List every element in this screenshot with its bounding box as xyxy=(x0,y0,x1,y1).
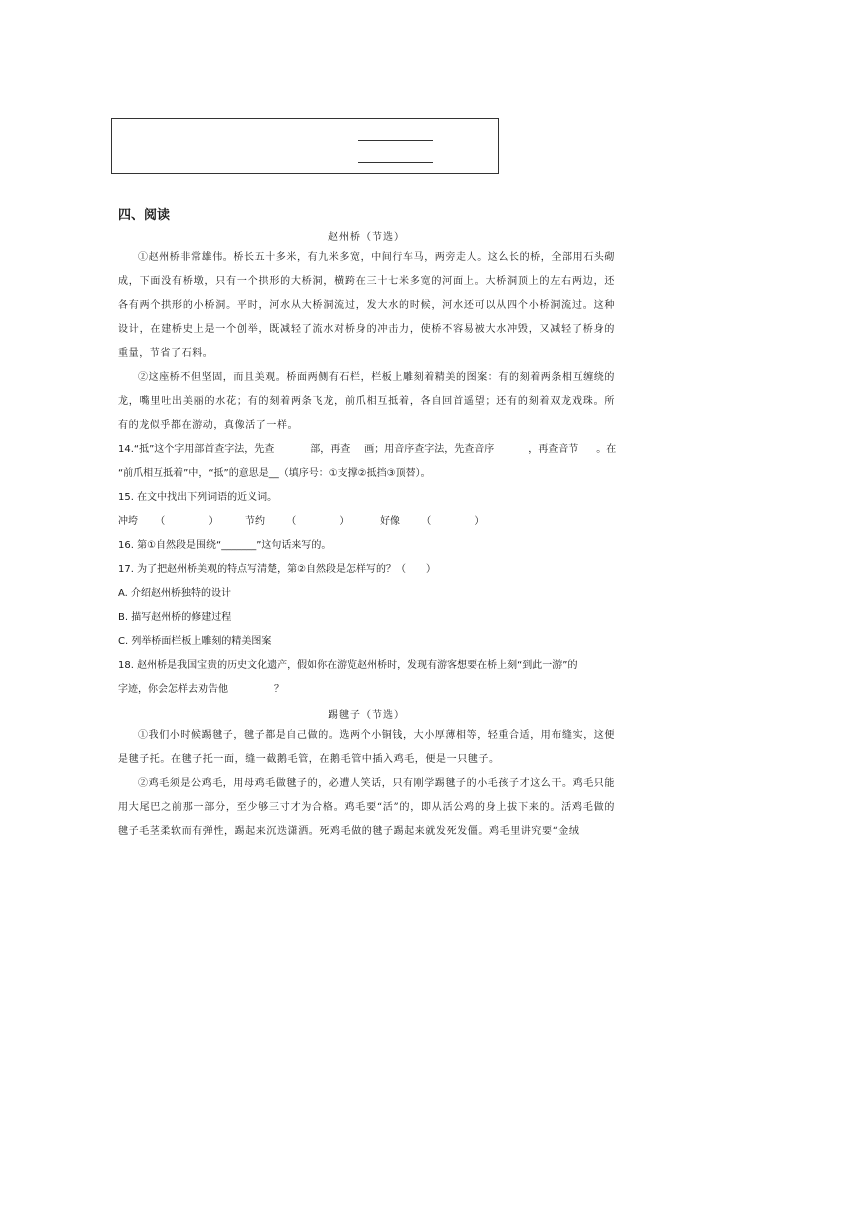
reading1-title: 赵州桥（节选） xyxy=(328,232,405,243)
question-14 xyxy=(118,438,638,462)
q15-answer-3[interactable]: （ ） xyxy=(421,516,505,527)
q18-question-mark: ？ xyxy=(274,684,284,695)
answer-blank-line-2[interactable] xyxy=(358,162,433,163)
question-18-line-2 xyxy=(118,678,638,702)
reading2-paragraph-1: ①我们小时候踢毽子，毽子都是自己做的。选两个小铜钱，大小厚薄相等，轻重合适，用布缝实，这便是毽子托。在毽子托一面，缝一截鹅毛管，在鹅毛管中插入鸡毛，便是一只毽子。 xyxy=(118,730,615,765)
q14-text-e: 。在 xyxy=(596,444,617,455)
q15-word-group-1 xyxy=(118,510,239,534)
q15-word-group-3 xyxy=(380,510,505,534)
q18-text: 字迹，你会怎样去劝告他 xyxy=(118,684,228,695)
answer-blank-line-1[interactable] xyxy=(358,140,433,141)
reading1-paragraph-2: ②这座桥不但坚固，而且美观。桥面两侧有石栏，栏板上雕刻着精美的图案：有的刻着两条相互缠绕的龙，嘴里吐出美丽的水花；有的刻着两条飞龙，前爪相互抵着，各自回首遥望；还有的刻着双龙戏珠。所有的龙似乎都在游动，真像活了一样。 xyxy=(118,372,615,431)
q14-text-d: ，再查音节 xyxy=(528,444,579,455)
question-14-line-2: “前爪相互抵着”中，“抵”的意思是__（填序号：①支撑②抵挡③顶替）。 xyxy=(118,468,431,479)
q14-text-b: 部，再查 xyxy=(310,444,351,455)
q15-word-2: 节约 xyxy=(245,516,265,527)
q17-option-c[interactable]: C. 列举桥面栏板上雕刻的精美图案 xyxy=(118,636,272,647)
question-17: 17. 为了把赵州桥美观的特点写清楚，第②自然段是怎样写的？（ ） xyxy=(118,564,437,575)
q15-answer-2[interactable]: （ ） xyxy=(286,516,370,527)
q14-text-a: 14.“抵”这个字用部首查字法，先查 xyxy=(118,444,275,455)
section-heading: 四、阅读 xyxy=(118,208,171,223)
question-18: 18. 赵州桥是我国宝贵的历史文化遗产，假如你在游览赵州桥时，发现有游客想要在桥上刻“到此一游”的 xyxy=(118,660,578,671)
reading2-title: 踢毽子（节选） xyxy=(328,710,405,721)
q15-answer-1[interactable]: （ ） xyxy=(155,516,239,527)
q15-word-1: 冲垮 xyxy=(118,516,138,527)
q14-text-c: 画；用音序查字法，先查音序 xyxy=(364,444,495,455)
answer-box xyxy=(111,118,499,174)
question-15: 15. 在文中找出下列词语的近义词。 xyxy=(118,492,278,503)
reading2-paragraph-2: ②鸡毛须是公鸡毛，用母鸡毛做毽子的，必遭人笑话，只有刚学踢毽子的小毛孩子才这么干。鸡毛只能用大尾巴之前那一部分，至少够三寸才为合格。鸡毛要“活”的，即从活公鸡的身上拔下来的。活鸡毛做的毽子毛茎柔软而有弹性，踢起来沉迭潇洒。死鸡毛做的毽子踢起来就发死发僵。鸡毛里讲究要“金绒 xyxy=(118,778,615,837)
q15-word-3: 好像 xyxy=(380,516,400,527)
question-16: 16. 第①自然段是围绕“_______”这句话来写的。 xyxy=(118,540,332,551)
q17-option-b[interactable]: B. 描写赵州桥的修建过程 xyxy=(118,612,232,623)
q17-option-a[interactable]: A. 介绍赵州桥独特的设计 xyxy=(118,588,232,599)
q15-word-group-2 xyxy=(245,510,370,534)
reading1-paragraph-1: ①赵州桥非常雄伟。桥长五十多米，有九米多宽，中间行车马，两旁走人。这么长的桥，全部用石头砌成，下面没有桥墩，只有一个拱形的大桥洞，横跨在三十七米多宽的河面上。大桥洞顶上的左右两边，还各有两个拱形的小桥洞。平时，河水从大桥洞流过，发大水的时候，河水还可以从四个小桥洞流过。这种设计，在建桥史上是一个创举，既减轻了流水对桥身的冲击力，使桥不容易被大水冲毁，又减轻了桥身的重量，节省了石料。 xyxy=(118,252,615,359)
